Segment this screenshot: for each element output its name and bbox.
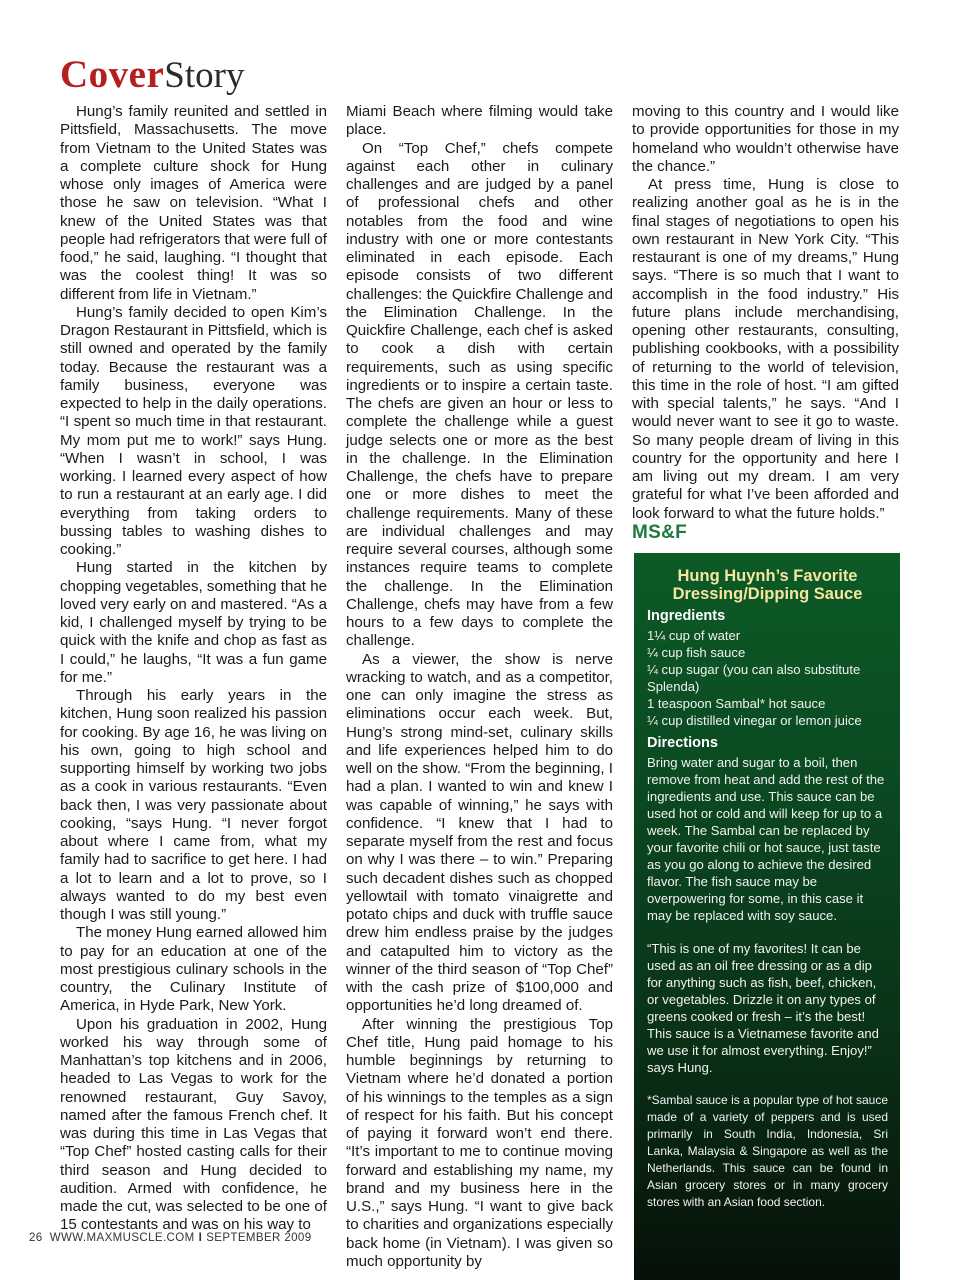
page-number: 26 — [29, 1232, 43, 1244]
page-footer — [29, 1232, 312, 1244]
article-paragraph: Through his early years in the kitchen, Hung soon realized his passion for cooking. By age 16, he was living on his own, going to high school and supporting himself by working two jobs as a cook in various restaurants. “Even back then, I was very passionate about cooking, “says Hung. “I never forgot about where I came from, what my family had to sacrifice to get here. I had a lot to learn and a lot to prove, so I always wanted to do my best even though I was still young.” — [60, 687, 327, 923]
recipe-title — [647, 567, 888, 603]
directions-text: Bring water and sugar to a boil, then remove from heat and add the rest of the ingredients and use. This sauce can be used hot or cold and will keep for up to a week. The Sambal can be replaced by your favorite chili or hot sauce, just taste as you go along to achieve the desired flavor. The fish sauce may be overpowering for some, in this case it may be replaced with soy sauce. — [647, 755, 885, 923]
footer-issue-date: SEPTEMBER 2009 — [206, 1232, 312, 1244]
article-paragraph: Hung’s family reunited and settled in Pittsfield, Massachusetts. The move from Vietnam to the United States was a complete culture shock for Hung whose only images of America were those he saw on television. “What I knew of the United States was that people had refrigerators that were full of food,” he said, laughing. “I thought that was the coolest thing! It was so different from life in Vietnam.” — [60, 103, 327, 303]
article-paragraph: Hung started in the kitchen by chopping vegetables, something that he loved very early on and mastered. “As a kid, I challenged myself by trying to be quick with the knife and chop as fast as I could,” he laughs, “It was a fun game for me.” — [60, 559, 327, 686]
article-paragraph: Miami Beach where filming would take place. — [346, 103, 613, 139]
ingredient-item: 1¼ cup of water — [647, 628, 741, 643]
article-paragraph: After winning the prestigious Top Chef title, Hung paid homage to his humble beginnings by returning to Vietnam where he’d donated a portion of his winnings to the temples as a sign of respect for his faith. But his concept of paying it forward won’t end there. “It’s important to me to continue moving forward and establishing my name, my brand and my business here in the U.S.,” says Hung. “I want to give back to charities and organizations especially back home (in Vietnam). I was given so much opportunity by — [346, 1015, 613, 1270]
sambal-footnote: *Sambal sauce is a popular type of hot sauce made of a variety of peppers and is used primarily in South India, Indonesia, Sri Lanka, Malaysia & Singapore as well as the Netherlands. This sauce can be found in Asian grocery stores or in many grocery stores with an Asian food section. — [647, 1093, 888, 1209]
article-column-3 — [632, 103, 899, 542]
directions-heading: Directions — [647, 735, 718, 751]
article-column-1 — [60, 103, 327, 1235]
article-column-2 — [346, 103, 613, 1271]
ingredient-item: ¼ cup fish sauce — [647, 645, 746, 660]
article-paragraph: The money Hung earned allowed him to pay for an education at one of the most prestigious culinary schools in the country, the Culinary Institute of America, in Hyde Park, New York. — [60, 924, 327, 1015]
footer-separator: I — [198, 1232, 203, 1244]
ingredient-item: ¼ cup sugar (you can also substitute Splenda) — [647, 662, 861, 694]
article-paragraph: Hung’s family decided to open Kim’s Dragon Restaurant in Pittsfield, which is still owned and operated by the family today. Because the restaurant was a family business, everyone was expected to help in the daily operations. “I spent so much time in that restaurant. My mom put me to work!” says Hung. “When I wasn’t in school, I was working. I learned every aspect of how to run a restaurant at an early age. I did everything from taking orders to bussing tables to washing dishes to cooking.” — [60, 303, 327, 558]
recipe-title-line: Hung Huynh’s Favorite — [677, 567, 858, 585]
ingredients-list — [647, 627, 888, 729]
section-title-story: Story — [164, 55, 245, 96]
recipe-title-line: Dressing/Dipping Sauce — [672, 585, 863, 603]
section-header — [60, 52, 244, 100]
footer-website: WWW.MAXMUSCLE.COM — [49, 1232, 195, 1244]
article-paragraph: At press time, Hung is close to realizing another goal as he is in the final stages of negotiations to open his own restaurant in New York City. “This restaurant is one of my dreams,” Hung says. “There is so much that I want to accomplish in the food industry.” His future plans include merchandising, opening other restaurants, consulting, publishing cookbooks, with a possibility of returning to the world of television, this time in the role of host. “I am gifted with special talents,” he says. “And I would never want to see it go to waste. So many people dream of living in this country for the opportunity and here I am living out my dream. I am very grateful for what I’ve been afforded and look forward to what the future holds.” — [632, 176, 899, 522]
chef-quote: “This is one of my favorites! It can be used as an oil free dressing or as a dip for anything such as fish, beef, chicken, or vegetables. Drizzle it on any types of greens cooked or fresh – it’s the best! This sauce is a Vietnamese favorite and we use it for almost everything. Enjoy!” says Hung. — [647, 941, 879, 1075]
ingredient-item: 1 teaspoon Sambal* hot sauce — [647, 696, 826, 711]
ingredients-heading: Ingredients — [647, 608, 726, 624]
article-paragraph: As a viewer, the show is nerve wracking to watch, and as a competitor, one can only imagine the stress as eliminations occur each week. But, Hung’s strong mind-set, culinary skills and life experiences helped him to do well on the show. “From the beginning, I had a plan. I wanted to win and knew I was capable of winning,” he says with confidence. “I knew that I had to separate myself from the rest and focus on why I was there – to win.” Preparing such decadent dishes such as chopped yellowtail with tomato vinaigrette and potato chips and duck with truffle sauce drew him endless praise by the judges and catapulted him to victory as the winner of the third season of “Top Chef” with the cash prize of $100,000 and opportunities he’d long dreamed of. — [346, 650, 613, 1015]
recipe-sidebar — [634, 553, 900, 1280]
article-paragraph: On “Top Chef,” chefs compete against each other in culinary challenges and are judged by a panel of professional chefs and other notables from the food and wine industry with one or more contestants eliminated in each episode. Each episode consists of two different challenges: the Quickfire Challenge and the Elimination Challenge. In the Quickfire Challenge, each chef is asked to cook a dish with certain requirements, such as using specific ingredients or to inspire a certain taste. The chefs are given an hour or less to complete the challenge while a guest judge selects one or more as the best in the challenge. In the Elimination Challenge, the chefs have to prepare one or more dishes to meet the challenge requirements. Many of these are individual challenges and may require several courses, although some instances require teams to complete the challenge. In the Elimination Challenge, chefs may have from a few hours to a few days to complete the challenge. — [346, 139, 613, 650]
article-paragraph: Upon his graduation in 2002, Hung worked his way through some of Manhattan’s top kitchens and in 2006, headed to Las Vegas to work for the renowned restaurant, Guy Savoy, named after the famous French chef. It was during this time in Las Vegas that “Top Chef” hosted casting calls for their third season and Hung decided to audition. Armed with confidence, he made the cut, was selected to be one of 15 contestants and was on his way to — [60, 1015, 327, 1234]
section-title-cover: Cover — [60, 53, 165, 96]
ingredient-item: ¼ cup distilled vinegar or lemon juice — [647, 713, 862, 728]
magazine-signoff: MS&F — [632, 521, 688, 543]
article-paragraph: moving to this country and I would like to provide opportunities for those in my homeland who wouldn’t otherwise have the chance.” — [632, 103, 899, 175]
